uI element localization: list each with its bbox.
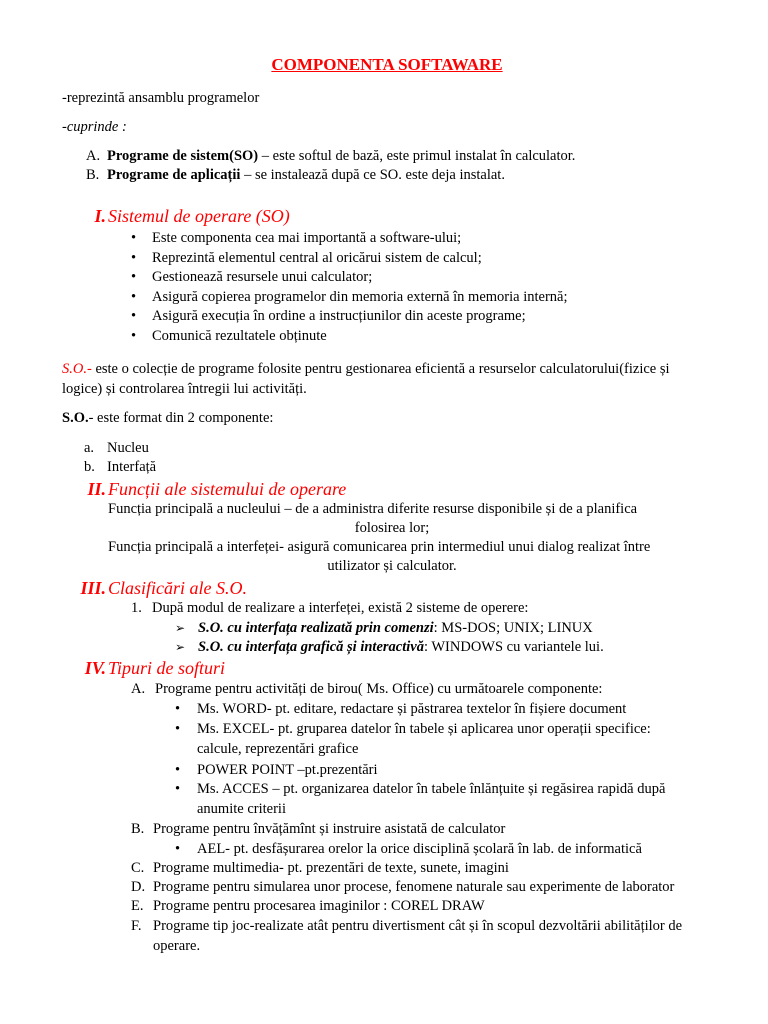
list-item [131, 327, 568, 347]
intro-item-a-text: – este softul de bază, este primul instalat în calculator. [258, 148, 576, 164]
software-type-e [131, 897, 485, 917]
software-type-d-text: Programe pentru simularea unor procese, fenomene naturale sau experimente de laborator [153, 879, 675, 895]
software-type-e-marker: E. [131, 898, 144, 914]
intro-item-b-bold: Programe de aplicații [107, 167, 241, 183]
so-definition-line-2: logice) și controlarea întregii lui activități. [62, 380, 307, 397]
section-3-title: Clasificări ale S.O. [108, 578, 247, 598]
bullet-icon: • [131, 327, 137, 344]
software-type-b-text: Programe pentru învățămînt și instruire asistată de calculator [153, 821, 506, 837]
list-item [131, 249, 568, 269]
office-bullet-excel-line-1: Ms. EXCEL- pt. gruparea datelor în tabele și aplicarea unor operații specifice: [197, 721, 651, 737]
education-bullet-ael [175, 840, 642, 860]
office-bullet-acces-line-1: Ms. ACCES – pt. organizarea datelor în tabele înlănțuite și regăsirea rapidă după [197, 781, 666, 797]
classification-sub-2 [175, 638, 604, 658]
section-2-title: Funcții ale sistemului de operare [108, 479, 347, 499]
office-bullet-excel-line-2: calcule, reprezentări grafice [197, 740, 359, 757]
classification-sub-2-bold: S.O. cu interfața grafică și interactivă [198, 639, 424, 655]
list-item-text: Comunică rezultatele obținute [152, 327, 327, 344]
classification-sub-2-text: : WINDOWS cu variantele lui. [423, 639, 604, 655]
bullet-icon: • [131, 230, 137, 246]
software-type-d-marker: D. [131, 879, 146, 895]
component-b-marker: b. [84, 459, 95, 475]
section-2-number: II. [87, 479, 106, 499]
bullet-icon: • [131, 288, 137, 305]
software-type-d [131, 878, 674, 898]
list-item-text: Este componenta cea mai importantă a software-ului; [152, 230, 462, 246]
software-type-a-text: Programe pentru activități de birou( Ms. Office) cu următoarele componente: [155, 681, 603, 697]
intro-item-b-text: – se instalează după ce SO. este deja instalat. [240, 167, 505, 183]
interface-function-line-2: utilizator și calculator. [327, 558, 457, 574]
intro-item-b-marker: B. [86, 167, 100, 183]
intro-item-a-marker: A. [86, 148, 101, 164]
component-b-text: Interfață [107, 459, 157, 475]
classification-item-1-marker: 1. [131, 600, 142, 616]
software-type-c-text: Programe multimedia- pt. prezentări de texte, sunete, imagini [153, 860, 509, 876]
bullet-icon: • [175, 701, 181, 717]
software-type-c-marker: C. [131, 860, 145, 876]
nucleu-function-line-1: Funcția principală a nucleului – de a administra diferite resurse disponibile și de a planifica [108, 501, 638, 517]
office-bullet-acces-line-2: anumite criterii [197, 800, 286, 817]
list-item [131, 229, 568, 249]
so-definition-label: S.O.- [62, 361, 92, 377]
component-a-text: Nucleu [107, 440, 149, 456]
office-bullet-word-text: Ms. WORD- pt. editare, redactare și păstrarea textelor în fișiere document [197, 701, 627, 717]
office-bullet-acces [175, 780, 665, 819]
list-item-text: Gestionează resursele unui calculator; [152, 269, 373, 285]
so-format-text: - este format din 2 componente: [88, 410, 274, 426]
software-type-b [131, 820, 505, 840]
bullet-icon: • [175, 841, 181, 857]
list-item [131, 268, 568, 288]
software-type-f-line-2: operare. [153, 937, 201, 954]
software-type-f-marker: F. [131, 918, 142, 934]
list-item [131, 307, 568, 327]
bullet-icon: • [175, 721, 181, 737]
classification-sub-1-bold: S.O. cu interfața realizată prin comenzi [198, 620, 434, 636]
classification-sub-1-text: : MS-DOS; UNIX; LINUX [433, 620, 593, 636]
section-3-number: III. [80, 578, 106, 598]
page-title: COMPONENTA SOFTAWARE [271, 55, 503, 74]
list-item [131, 288, 568, 308]
bullet-icon: • [175, 781, 181, 797]
bullet-icon: • [175, 762, 181, 778]
list-item-text: Reprezintă elementul central al oricărui sistem de calcul; [152, 249, 482, 266]
section-1-number: I. [94, 206, 106, 226]
so-definition-line-1: este o colecție de programe folosite pentru gestionarea eficientă a resurselor calculatorului(fizice și [91, 361, 670, 377]
section-1-title: Sistemul de operare (SO) [108, 206, 290, 226]
office-bullet-excel [175, 720, 651, 759]
nucleu-function-line-2: folosirea lor; [354, 520, 430, 536]
bullet-icon: • [131, 249, 137, 266]
intro-line-1: -reprezintă ansamblu programelor [62, 90, 260, 106]
so-format-label: S.O. [62, 410, 89, 426]
software-type-e-text: Programe pentru procesarea imaginilor : COREL DRAW [153, 898, 485, 914]
office-bullet-word [175, 700, 626, 720]
list-item-text: Asigură copierea programelor din memoria externă în memoria internă; [152, 288, 568, 305]
software-type-f-line-1: Programe tip joc-realizate atât pentru divertisment cât și în scopul dezvoltării abilităților de [153, 918, 683, 934]
intro-item-a [86, 147, 575, 167]
classification-item-1-text: După modul de realizare a interfeței, există 2 sisteme de operere: [152, 600, 529, 616]
section-1-bullet-list [131, 229, 568, 346]
component-a [84, 439, 149, 459]
component-a-marker: a. [84, 440, 95, 456]
so-format [62, 409, 273, 429]
section-4-title: Tipuri de softuri [108, 658, 226, 678]
office-bullet-powerpoint-text: POWER POINT –pt.prezentări [197, 762, 378, 778]
software-type-a [131, 680, 602, 700]
intro-item-a-bold: Programe de sistem(SO) [107, 148, 259, 164]
intro-line-2: -cuprinde : [62, 119, 127, 135]
component-b [84, 458, 156, 478]
software-type-b-marker: B. [131, 821, 145, 837]
office-bullet-powerpoint [175, 761, 378, 781]
intro-item-b [86, 166, 505, 186]
interface-function-line-1: Funcția principală a interfeței- asigură comunicarea prin intermediul unui dialog realizat între [108, 539, 651, 555]
education-bullet-ael-text: AEL- pt. desfășurarea orelor la orice disciplină școlară în lab. de informatică [197, 841, 642, 857]
classification-sub-1 [175, 619, 593, 639]
list-item-text: Asigură execuția în ordine a instrucțiunilor din aceste programe; [152, 308, 526, 324]
bullet-icon: • [131, 269, 137, 285]
software-type-c [131, 859, 509, 879]
arrow-bullet-icon: ➢ [175, 621, 186, 635]
so-definition [62, 360, 722, 399]
arrow-bullet-icon: ➢ [175, 640, 186, 654]
software-type-f [131, 917, 682, 956]
bullet-icon: • [131, 308, 137, 324]
section-4-number: IV. [84, 658, 106, 678]
software-type-a-marker: A. [131, 681, 146, 697]
classification-item-1 [131, 599, 528, 619]
